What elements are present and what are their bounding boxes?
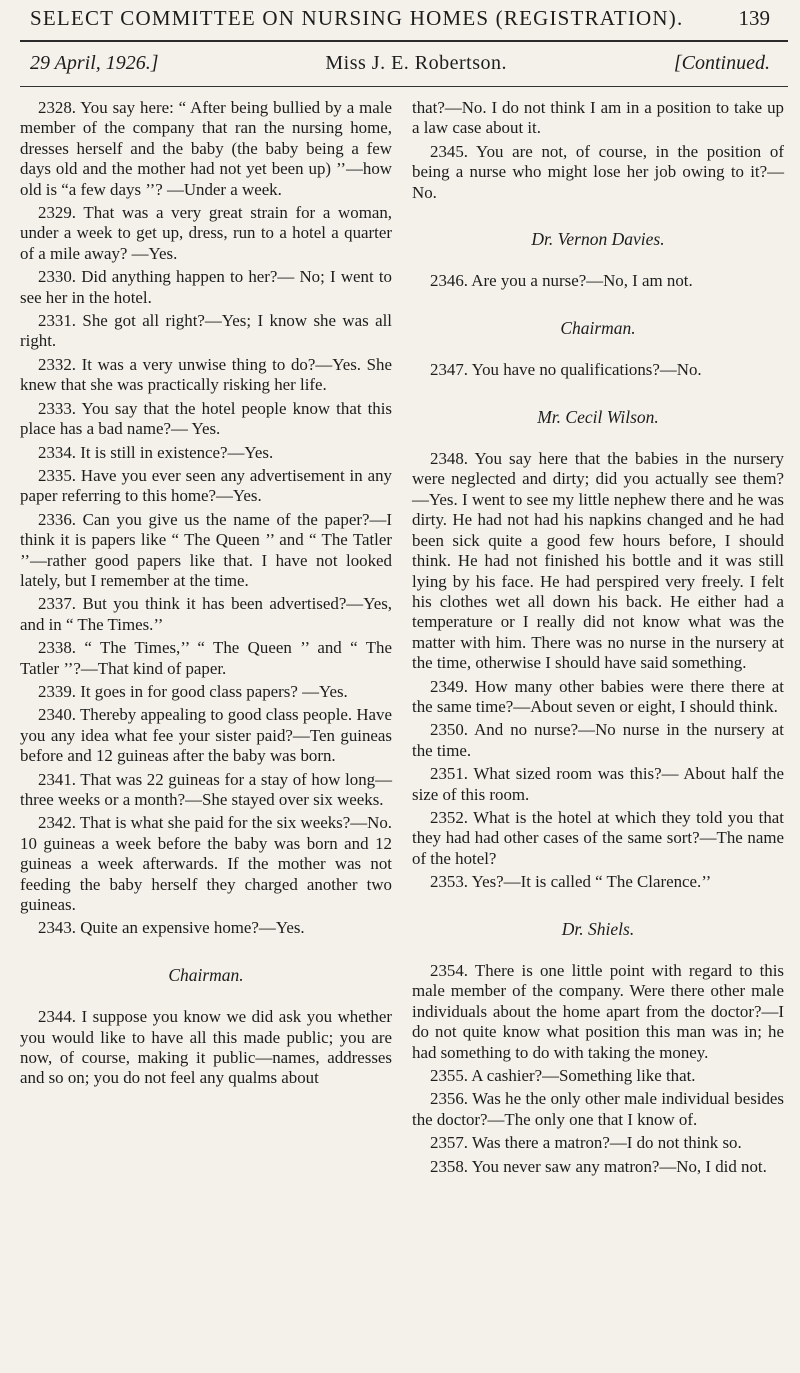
meta-row [30, 52, 770, 75]
question-2343: 2343. Quite an expensive home?—Yes. [38, 918, 305, 938]
continued-answer: that?—No. I do not think I am in a position to take up a law case about it. [412, 98, 784, 138]
question-2330: 2330. Did anything happen to her?— No; I went to see her in the hotel. [20, 267, 392, 307]
continued-label: [Continued. [673, 52, 770, 74]
question-2358: 2358. You never saw any matron?—No, I did not. [430, 1156, 767, 1176]
speaker-heading: Dr. Shiels. [561, 918, 635, 939]
question-2335: 2335. Have you ever seen any advertisement in any paper referring to this home?—Yes. [20, 465, 392, 506]
question-2349: 2349. How many other babies were there there at the same time?—About seven or eight, I should think. [412, 676, 784, 716]
question-2329: 2329. That was a very great strain for a woman, under a week to get up, dress, run to a hotel a quarter of a mile away? —Yes. [20, 203, 392, 263]
speaker-heading: Mr. Cecil Wilson. [537, 406, 659, 427]
question-2336: 2336. Can you give us the name of the paper?—I think it is papers like “ The Queen ’’ and “ The Tatler ’’—rather good papers like that. I have not looked lately, but I remember at the time. [20, 509, 392, 590]
speaker-heading: Chairman. [560, 317, 636, 338]
speaker-heading: Dr. Vernon Davies. [531, 229, 665, 250]
question-2350: 2350. And no nurse?—No nurse in the nursery at the time. [412, 720, 784, 760]
left-column [20, 98, 392, 1368]
question-2348: 2348. You say here that the babies in the nursery were neglected and dirty; did you actually see them?—Yes. I went to see my little nephew there and he was dirty. He had not had his napkins changed and he had been sick quite a good few hours before, I should think. He had not finished his bottle and it was still lying by his face. He had perspired very freely. I felt his clothes wet all down his back. He either had a temperature or I really did not know what was the matter with him. There was no nurse in the nursery at the time, otherwise I should have said something. [412, 449, 784, 673]
question-2334: 2334. It is still in existence?—Yes. [38, 442, 274, 462]
text-columns [20, 98, 784, 1368]
question-2352: 2352. What is the hotel at which they told you that they had had other cases of the same sort?—The name of the hotel? [412, 807, 784, 868]
question-2356: 2356. Was he the only other male individual besides the doctor?—The only one that I know of. [412, 1089, 784, 1129]
question-2331: 2331. She got all right?—Yes; I know she was all right. [20, 311, 392, 351]
question-2351: 2351. What sized room was this?— About half the size of this room. [412, 764, 784, 804]
question-2340: 2340. Thereby appealing to good class people. Have you any idea what fee your sister paid?—Ten guineas before and 12 guineas after the baby was born. [20, 705, 392, 766]
question-2342: 2342. That is what she paid for the six weeks?—No. 10 guineas a week before the baby was born and 12 guineas a week afterwards. If the mother was not feeding the baby herself they charged another two guineas. [20, 813, 392, 915]
running-head [30, 6, 770, 31]
subheader-rule [20, 86, 788, 87]
question-2338: 2338. “ The Times,’’ “ The Queen ’’ and “ The Tatler ’’?—That kind of paper. [20, 638, 392, 678]
speaker-heading: Chairman. [168, 964, 244, 985]
session-date: 29 April, 1926.] [30, 52, 159, 74]
right-column [412, 98, 784, 1368]
question-2328: 2328. You say here: “ After being bullied by a male member of the company that ran the nursing home, dresses herself and the baby (the baby being a few days old and the mother had not yet been up) ’’—how old is “a few days ’’? —Under a week. [20, 98, 392, 199]
page-title: SELECT COMMITTEE ON NURSING HOMES (REGISTRATION). [30, 6, 684, 30]
witness-name: Miss J. E. Robertson. [325, 52, 508, 74]
question-2332: 2332. It was a very unwise thing to do?—Yes. She knew that she was practically risking her life. [20, 354, 392, 395]
question-2345: 2345. You are not, of course, in the position of being a nurse who might lose her job owing to it?—No. [412, 141, 784, 202]
question-2339: 2339. It goes in for good class papers? —Yes. [38, 681, 348, 701]
page-number: 139 [738, 6, 770, 30]
question-2355: 2355. A cashier?—Something like that. [430, 1066, 696, 1086]
question-2347: 2347. You have no qualifications?—No. [430, 360, 702, 380]
question-2344: 2344. I suppose you know we did ask you whether you would like to have all this made public; you are now, of course, making it public—names, addresses and so on; you do not feel any qualms about [20, 1007, 392, 1088]
question-2341: 2341. That was 22 guineas for a stay of how long—three weeks or a month?—She stayed over six weeks. [20, 769, 392, 809]
question-2333: 2333. You say that the hotel people know that this place has a bad name?— Yes. [20, 398, 392, 439]
header-rule [20, 40, 788, 42]
question-2337: 2337. But you think it has been advertised?—Yes, and in “ The Times.’’ [20, 594, 392, 634]
question-2354: 2354. There is one little point with regard to this male member of the company. Were there other male individuals about the home apart from the doctor?—I do not quite know what position this man was in; he had something to do with taking the money. [412, 961, 784, 1062]
question-2353: 2353. Yes?—It is called “ The Clarence.’’ [430, 872, 712, 892]
question-2346: 2346. Are you a nurse?—No, I am not. [430, 271, 693, 291]
question-2357: 2357. Was there a matron?—I do not think so. [430, 1133, 742, 1153]
